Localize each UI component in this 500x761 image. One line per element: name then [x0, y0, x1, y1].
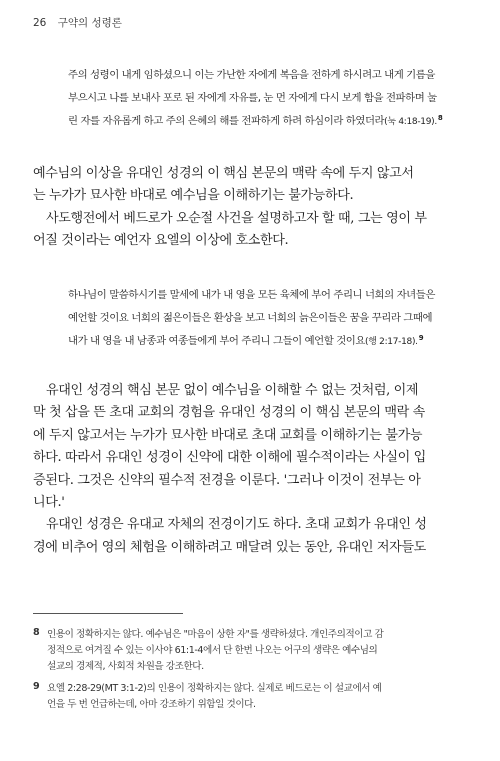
paragraph-line: 하다. 따라서 유대인 성경이 신약에 대한 이해에 필수적이라는 사실이 입	[33, 450, 426, 466]
quote-line-last	[68, 330, 450, 353]
quote-line: 예언할 것이요 너희의 젊은이들은 환상을 보고 너희의 늙은이들은 꿈을 꾸리라 그때에	[68, 312, 433, 324]
paragraph-church	[33, 380, 469, 559]
quote-line-last	[68, 110, 450, 133]
page-number: 26	[33, 17, 47, 29]
footnotes	[33, 627, 463, 719]
paragraph-line: 증된다. 그것은 신약의 필수적 전경을 이룬다. '그러나 이것이 전부는 아	[33, 472, 421, 488]
block-quote-acts	[68, 284, 450, 353]
quote-line: 부으시고 나를 보내사 포로 된 자에게 자유를, 눈 먼 자에게 다시 보게 함을 전파하며 눌	[68, 92, 437, 104]
paragraph-line: 어질 것이라는 예언자 요엘의 이상에 호소한다.	[33, 233, 289, 249]
quote-line: 주의 성령이 내게 임하셨으니 이는 가난한 자에게 복음을 전하게 하시려고 내게 기름을	[68, 69, 435, 81]
paragraph-line: 예수님의 이상을 유대인 성경의 이 핵심 본문의 맥락 속에 두지 않고서	[33, 166, 414, 181]
quote-text: 내가 내 영을 내 남종과 여종들에게 부어 주리니 그들이 예언할 것이요	[68, 335, 365, 347]
paragraph-line: 유대인 성경의 핵심 본문 없이 예수님을 이해할 수 없는 것처럼, 이제	[46, 383, 419, 398]
footnote	[33, 627, 463, 675]
paragraph-line: 니다.'	[33, 494, 65, 510]
footnote-number: 9	[33, 681, 40, 692]
footnote-divider	[33, 613, 183, 614]
paragraph-line: 막 첫 삽을 뜬 초대 교회의 경험을 유대인 성경의 이 핵심 본문의 맥락 속	[33, 405, 425, 421]
footnote-number: 8	[33, 627, 40, 638]
quote-line: 하나님이 말씀하시기를 말세에 내가 내 영을 모든 육체에 부어 주리니 너희의 자녀들은	[68, 289, 435, 301]
paragraph-line: 경에 비추어 영의 체험을 이해하려고 매달려 있는 동안, 유대인 저자들도	[33, 539, 426, 555]
footnote-line: 인용이 정확하지는 않다. 예수님은 "마음이 상한 자"를 생략하셨다. 개인주의적이고 감	[47, 629, 384, 640]
paragraph-line: 는 누가가 묘사한 바대로 예수님을 이해하기는 불가능하다.	[33, 188, 354, 204]
footnote-marker[interactable]: 9	[418, 334, 424, 342]
running-title: 구약의 성령론	[57, 17, 122, 29]
paragraph-line: 사도행전에서 베드로가 오순절 사건을 설명하고자 할 때, 그는 영이 부	[46, 210, 427, 226]
paragraph-line: 에 두지 않고서는 누가가 묘사한 바대로 초대 교회를 이해하기는 불가능	[33, 427, 423, 443]
footnote-line: 설교의 경제적, 사회적 차원을 강조한다.	[47, 661, 204, 672]
paragraph-line: 유대인 성경은 유대교 자체의 전경이기도 하다. 초대 교회가 유대인 성	[46, 517, 427, 533]
footnote-line: 언을 두 번 언급하는데, 아마 강조하기 위함일 것이다.	[47, 699, 256, 710]
footnote	[33, 681, 463, 713]
block-quote-luke	[68, 64, 450, 133]
quote-reference: (눅 4:18-19).	[384, 117, 437, 127]
footnote-line: 정적으로 여겨질 수 있는 이사야 61:1-4에서 단 한번 나오는 어구의 생략은 예수님의	[47, 645, 378, 656]
quote-reference: (행 2:17-18).	[364, 337, 418, 347]
footnote-line: 요엘 2:28-29(MT 3:1-2)의 인용이 정확하지는 않다. 실제로 베드로는 이 설교에서 예	[47, 683, 382, 694]
paragraph-jesus	[33, 163, 469, 253]
footnote-marker[interactable]: 8	[437, 114, 443, 122]
running-header	[33, 15, 122, 30]
quote-text: 린 자를 자유롭게 하고 주의 은혜의 해를 전파하게 하려 하심이라 하였더라	[68, 115, 385, 127]
